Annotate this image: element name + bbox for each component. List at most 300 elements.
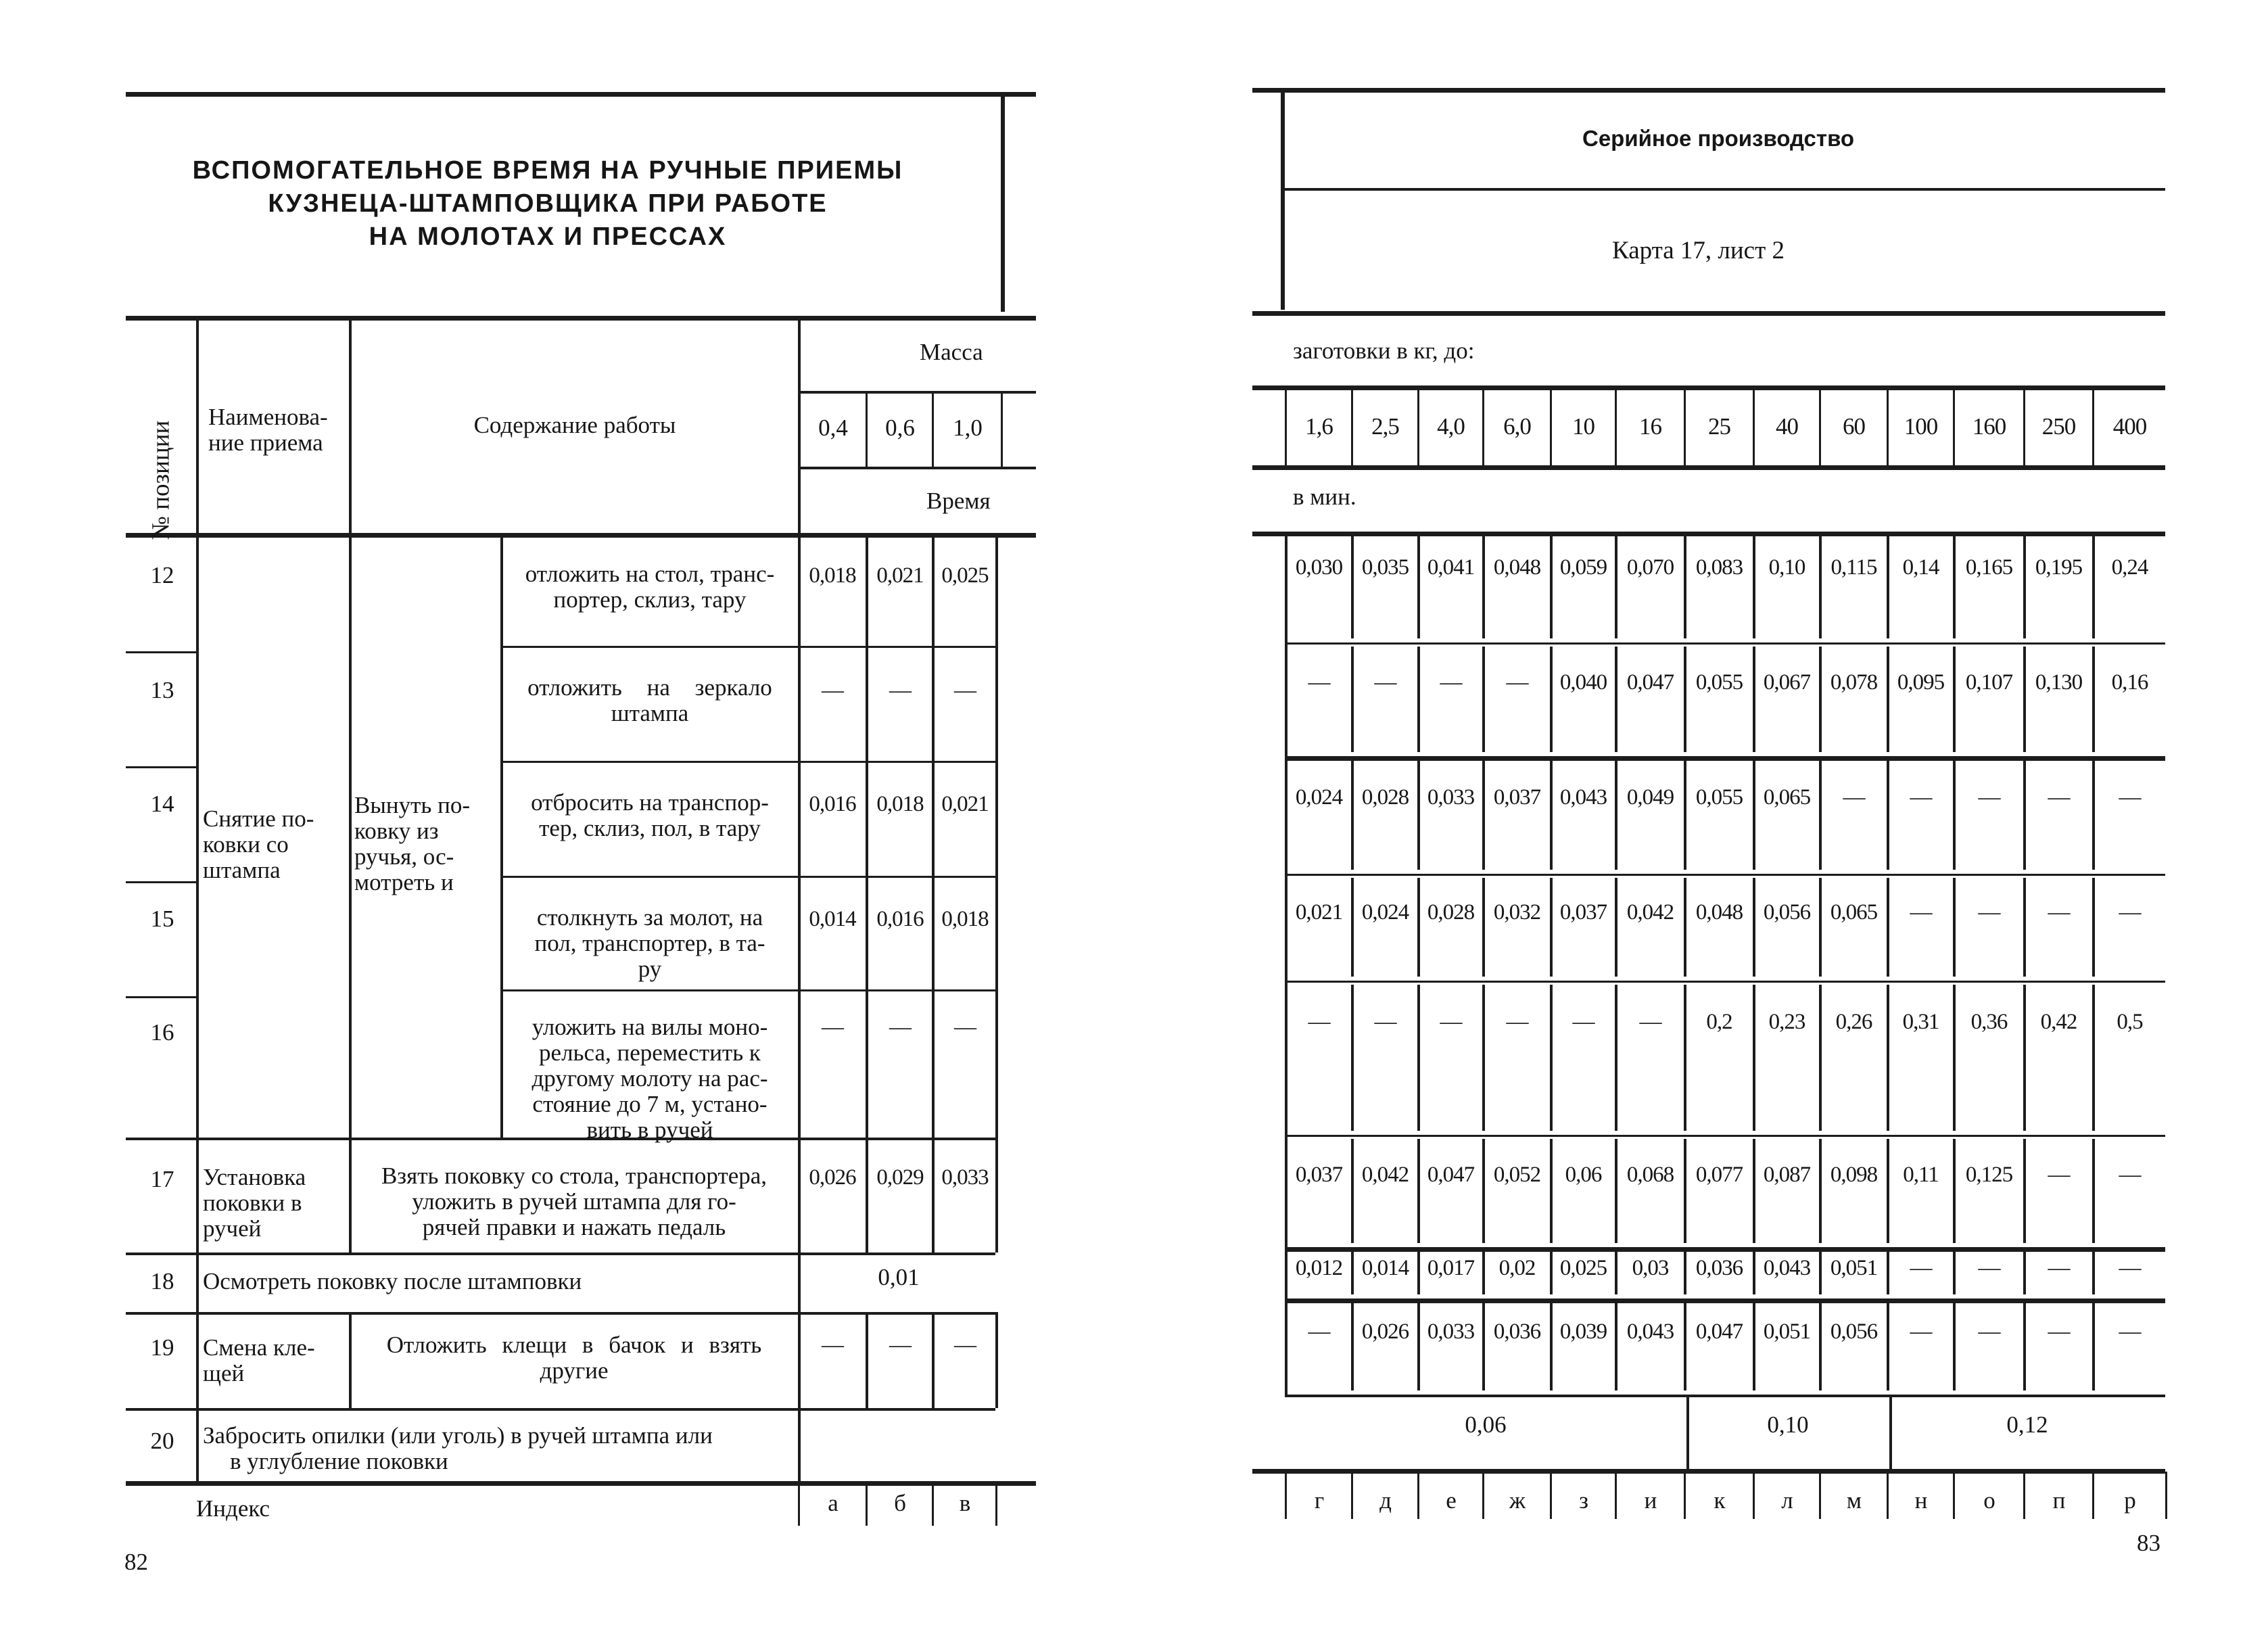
- mass-value: 2,5: [1371, 413, 1399, 440]
- time-value: —: [1506, 670, 1528, 695]
- index-letter: з: [1579, 1487, 1588, 1514]
- mass-value: 400: [2112, 413, 2147, 440]
- group-name-line: штампа: [203, 857, 281, 883]
- time-value: —: [954, 1015, 976, 1039]
- rule: [2092, 1303, 2095, 1390]
- rule: [126, 651, 196, 653]
- time-value: 0,107: [1965, 670, 2013, 695]
- time-value: 0,040: [1559, 670, 1607, 695]
- rule: [1482, 647, 1485, 752]
- time-value: —: [1440, 670, 1462, 695]
- time-value: 0,014: [1361, 1256, 1409, 1280]
- rule: [1417, 647, 1420, 752]
- work-content: [352, 1163, 797, 1240]
- mass-value: 6,0: [1503, 413, 1531, 440]
- time-value: 0,048: [1695, 900, 1743, 925]
- rule: [2092, 647, 2095, 752]
- time-value: 0,021: [876, 563, 924, 588]
- rule: [1615, 760, 1617, 870]
- content-line: стояние до 7 м, устано-: [532, 1091, 767, 1117]
- rule: [1953, 878, 1956, 977]
- time-value: —: [2119, 785, 2141, 810]
- time-value: 0,037: [1295, 1163, 1343, 1187]
- rule: [1887, 878, 1889, 977]
- time-value: 0,018: [809, 563, 856, 588]
- time-value: 0,047: [1695, 1319, 1743, 1344]
- time-value: 0,070: [1626, 555, 1674, 580]
- rule: [1819, 536, 1822, 638]
- content-column-header: Содержание работы: [473, 412, 676, 438]
- time-value: 0,025: [941, 563, 989, 588]
- rule: [1252, 311, 2165, 316]
- time-value: 0,039: [1559, 1319, 1607, 1344]
- title-line: КУЗНЕЦА-ШТАМПОВЩИКА ПРИ РАБОТЕ: [268, 189, 828, 218]
- time-value: 0,025: [1559, 1256, 1607, 1280]
- group-action: [354, 793, 470, 895]
- index-letter: г: [1314, 1487, 1324, 1514]
- rule: [1887, 1303, 1889, 1390]
- content-line: столкнуть за молот, на: [536, 904, 763, 931]
- time-value: —: [2119, 900, 2141, 925]
- index-letter: п: [2052, 1487, 2065, 1514]
- time-value: 0,078: [1830, 670, 1878, 695]
- mass-header: Масса: [920, 339, 983, 365]
- time-value: —: [1910, 1256, 1932, 1280]
- time-value: 0,030: [1295, 555, 1343, 580]
- rule: [126, 533, 1036, 538]
- rule: [932, 1481, 934, 1526]
- time-value: —: [1910, 1319, 1932, 1344]
- rule: [2092, 1139, 2095, 1243]
- time-value: —: [1910, 900, 1932, 925]
- work-content: [503, 905, 797, 982]
- group-action-line: мотреть и: [354, 869, 454, 895]
- group-name: [203, 806, 314, 883]
- mass-value: 250: [2041, 413, 2076, 440]
- rule: [1615, 878, 1617, 977]
- row-number: 16: [150, 1019, 174, 1046]
- time-value: —: [954, 678, 976, 703]
- index-letter: к: [1714, 1487, 1725, 1514]
- rule: [1953, 760, 1956, 870]
- group-action-line: Вынуть по-: [354, 792, 470, 818]
- rule: [2092, 760, 2095, 870]
- time-value: 0,098: [1830, 1163, 1878, 1187]
- rule: [1417, 1303, 1420, 1390]
- rule: [126, 996, 196, 998]
- mass-suffix: заготовки в кг, до:: [1293, 337, 1475, 364]
- time-value: —: [2048, 1319, 2070, 1344]
- time-value: 0,125: [1965, 1163, 2013, 1187]
- rule: [1351, 878, 1354, 977]
- time-value: 0,36: [1970, 1010, 2008, 1034]
- header-line: ние приема: [208, 429, 323, 456]
- rule: [1753, 1303, 1755, 1390]
- time-value: —: [1308, 1010, 1330, 1034]
- time-value: 0,31: [1902, 1010, 1939, 1034]
- time-value: 0,032: [1493, 900, 1541, 925]
- time-value: —: [2048, 785, 2070, 810]
- time-value: 0,033: [941, 1165, 989, 1190]
- rule: [1953, 647, 1956, 752]
- name-line: Смена кле-: [203, 1334, 315, 1361]
- mass-value: 0,4: [818, 415, 848, 441]
- rule: [1615, 536, 1617, 638]
- time-value: 0,055: [1695, 785, 1743, 810]
- rule: [1819, 985, 1822, 1131]
- time-value: —: [1639, 1010, 1661, 1034]
- name-line: Установка: [203, 1164, 306, 1190]
- rule: [1252, 532, 2165, 536]
- row-20-value: 0,12: [2006, 1411, 2048, 1438]
- time-value: 0,016: [876, 907, 924, 931]
- mass-value: 160: [1972, 413, 2006, 440]
- index-letter: м: [1846, 1487, 1862, 1514]
- rule: [1281, 188, 2165, 191]
- rule: [1482, 1139, 1485, 1243]
- rule: [126, 1253, 995, 1255]
- row-20-value: 0,06: [1465, 1411, 1507, 1438]
- time-value: 0,26: [1835, 1010, 1872, 1034]
- row-number: 17: [150, 1166, 174, 1192]
- time-value: 0,5: [2117, 1010, 2143, 1034]
- rule: [2092, 536, 2095, 638]
- content-line: портер, склиз, тару: [553, 586, 747, 613]
- row-number: 14: [150, 791, 174, 817]
- content-line: другие: [540, 1357, 609, 1384]
- work-content: [503, 675, 797, 726]
- time-value: 0,065: [1763, 785, 1811, 810]
- time-value: 0,042: [1361, 1163, 1409, 1187]
- row-18-value: 0,01: [878, 1264, 920, 1290]
- rule: [866, 1312, 868, 1408]
- rule: [932, 1312, 935, 1408]
- rule: [2023, 985, 2026, 1131]
- work-content: [503, 1014, 797, 1143]
- time-value: 0,087: [1763, 1163, 1811, 1187]
- time-value: 0,048: [1493, 555, 1541, 580]
- time-value: 0,035: [1361, 555, 1409, 580]
- rule: [1615, 985, 1617, 1131]
- mass-value: 0,6: [885, 415, 915, 441]
- rule: [126, 766, 196, 768]
- index-letter: а: [828, 1490, 838, 1516]
- rule: [995, 533, 998, 1253]
- rule: [1285, 981, 2165, 983]
- rule: [1550, 878, 1553, 977]
- time-value: 0,11: [1903, 1163, 1939, 1187]
- time-value: 0,012: [1295, 1256, 1343, 1280]
- rule: [126, 1408, 995, 1411]
- index-letter: о: [1983, 1487, 1995, 1514]
- rule: [1684, 985, 1686, 1131]
- group-action-line: ковку из: [354, 818, 439, 844]
- mass-value: 10: [1572, 413, 1594, 440]
- rule: [1550, 1139, 1553, 1243]
- time-value: 0,16: [2111, 670, 2148, 695]
- time-header: Время: [926, 488, 991, 514]
- time-value: 0,065: [1830, 900, 1878, 925]
- rule: [1819, 760, 1822, 870]
- time-value: —: [1506, 1010, 1528, 1034]
- rule: [1684, 536, 1686, 638]
- rule: [126, 1481, 1036, 1486]
- rule: [1550, 647, 1553, 752]
- time-value: 0,2: [1706, 1010, 1732, 1034]
- mass-value: 4,0: [1437, 413, 1465, 440]
- rule: [1281, 88, 1285, 310]
- rule: [1417, 1139, 1420, 1243]
- row-number: 12: [150, 562, 174, 588]
- group-name-line: ковки со: [203, 831, 289, 858]
- time-value: 0,043: [1559, 785, 1607, 810]
- rule: [1753, 1139, 1755, 1243]
- row-17-name: [203, 1165, 306, 1242]
- content-line: ру: [638, 956, 662, 982]
- content-line: рельса, переместить к: [539, 1039, 761, 1066]
- time-value: 0,036: [1493, 1319, 1541, 1344]
- rule: [2092, 985, 2095, 1131]
- row-20-content: [203, 1423, 713, 1474]
- time-value: —: [2119, 1319, 2141, 1344]
- time-value: 0,095: [1897, 670, 1945, 695]
- time-value: 0,037: [1559, 900, 1607, 925]
- time-value: —: [1374, 670, 1396, 695]
- time-value: 0,047: [1626, 670, 1674, 695]
- rule: [1953, 985, 1956, 1131]
- work-content: [503, 561, 797, 613]
- time-value: 0,024: [1295, 785, 1343, 810]
- rule: [1887, 1139, 1889, 1243]
- time-value: 0,10: [1768, 555, 1805, 580]
- time-value: —: [1978, 1319, 2000, 1344]
- rule: [1753, 878, 1755, 977]
- rule: [1252, 385, 2165, 390]
- rule: [196, 316, 199, 1481]
- rule: [1550, 536, 1553, 638]
- rule: [1285, 642, 2165, 645]
- work-content: [503, 790, 797, 841]
- rule: [1001, 92, 1005, 312]
- time-value: —: [1374, 1010, 1396, 1034]
- time-value: 0,056: [1763, 900, 1811, 925]
- mass-value: 40: [1776, 413, 1798, 440]
- rule: [866, 1481, 868, 1526]
- title-line: НА МОЛОТАХ И ПРЕССАХ: [369, 223, 727, 251]
- time-value: 0,037: [1493, 785, 1541, 810]
- rule: [1482, 878, 1485, 977]
- content-line: другому молоту на рас-: [531, 1065, 768, 1092]
- time-value: 0,14: [1902, 555, 1939, 580]
- content-line: уложить в ручей штампа для го-: [412, 1188, 736, 1215]
- index-label: Индекс: [196, 1495, 270, 1522]
- rule: [1351, 536, 1354, 638]
- work-content: [352, 1332, 797, 1384]
- mass-value: 16: [1639, 413, 1661, 440]
- rule: [2023, 647, 2026, 752]
- rule: [1753, 536, 1755, 638]
- rule: [798, 1481, 800, 1526]
- rule: [1550, 985, 1553, 1131]
- rule: [1684, 760, 1686, 870]
- time-value: 0,028: [1361, 785, 1409, 810]
- index-letter: б: [894, 1490, 906, 1516]
- rule: [1615, 647, 1617, 752]
- content-line: отбросить на транспор-: [531, 789, 769, 816]
- time-value: 0,049: [1626, 785, 1674, 810]
- content-line: отложить на зеркало: [527, 674, 772, 701]
- time-value: —: [889, 678, 911, 703]
- index-letter: н: [1914, 1487, 1927, 1514]
- rule: [126, 316, 1036, 321]
- time-value: 0,03: [1632, 1256, 1669, 1280]
- time-value: 0,130: [2035, 670, 2083, 695]
- rule: [1753, 760, 1755, 870]
- rule: [2023, 1139, 2026, 1243]
- rule: [1252, 465, 2165, 470]
- rule: [1753, 985, 1755, 1131]
- title-line: ВСПОМОГАТЕЛЬНОЕ ВРЕМЯ НА РУЧНЫЕ ПРИЕМЫ: [192, 156, 903, 185]
- rule: [1819, 1303, 1822, 1390]
- rule: [1285, 1395, 2165, 1397]
- rule: [1887, 760, 1889, 870]
- rule: [1887, 985, 1889, 1131]
- header-title: Серийное производство: [1582, 126, 1855, 151]
- rule: [1887, 647, 1889, 752]
- time-value: 0,043: [1763, 1256, 1811, 1280]
- index-letter: р: [2124, 1487, 2135, 1514]
- rule: [349, 316, 352, 1138]
- rule: [2092, 878, 2095, 977]
- time-value: —: [1910, 785, 1932, 810]
- index-letter: е: [1446, 1487, 1456, 1514]
- rule: [1417, 985, 1420, 1131]
- time-value: 0,047: [1427, 1163, 1475, 1187]
- time-value: 0,051: [1830, 1256, 1878, 1280]
- page-number: 82: [124, 1549, 148, 1575]
- row-number: 15: [150, 906, 174, 932]
- time-value: 0,068: [1626, 1163, 1674, 1187]
- row-number: 19: [150, 1334, 174, 1361]
- rule: [932, 391, 934, 467]
- rule: [1887, 536, 1889, 638]
- content-line: рячей правки и нажать педаль: [422, 1214, 726, 1240]
- time-value: 0,026: [809, 1165, 856, 1190]
- page-title: [135, 154, 960, 254]
- time-value: —: [822, 1015, 843, 1039]
- name-column-header: [208, 404, 328, 456]
- time-value: 0,059: [1559, 555, 1607, 580]
- index-letter: л: [1781, 1487, 1793, 1514]
- content-line: отложить на стол, транс-: [525, 561, 775, 587]
- time-value: —: [2119, 1256, 2141, 1280]
- rule: [1684, 1303, 1686, 1390]
- rule: [1252, 1469, 2165, 1474]
- rule: [1550, 1303, 1553, 1390]
- time-value: —: [889, 1015, 911, 1039]
- content-line: Взять поковку со стола, транспортера,: [381, 1163, 767, 1189]
- time-value: —: [1978, 785, 2000, 810]
- content-line: вить в ручей: [586, 1117, 713, 1143]
- time-value: —: [1978, 900, 2000, 925]
- rule: [500, 761, 995, 763]
- rule: [1001, 391, 1003, 467]
- mass-value: 60: [1843, 413, 1865, 440]
- rule: [1351, 1139, 1354, 1243]
- time-value: —: [1843, 785, 1865, 810]
- index-letter: в: [959, 1490, 971, 1516]
- rule: [2023, 760, 2026, 870]
- rule: [1417, 760, 1420, 870]
- rule: [1615, 1139, 1617, 1243]
- rule: [1417, 878, 1420, 977]
- content-line: в углубление поковки: [230, 1448, 448, 1474]
- content-line: тер, склиз, пол, в тару: [539, 815, 761, 841]
- time-value: —: [2048, 900, 2070, 925]
- rule: [866, 533, 868, 1253]
- time-value: 0,041: [1427, 555, 1475, 580]
- row-number: 20: [150, 1428, 174, 1454]
- time-value: 0,017: [1427, 1256, 1475, 1280]
- rule: [995, 1312, 998, 1408]
- time-value: 0,165: [1965, 555, 2013, 580]
- rule: [1550, 760, 1553, 870]
- rule: [1819, 1139, 1822, 1243]
- card-label: Карта 17, лист 2: [1612, 237, 1785, 264]
- rule: [1351, 647, 1354, 752]
- time-value: 0,033: [1427, 785, 1475, 810]
- rule: [1351, 760, 1354, 870]
- rule: [1252, 88, 2165, 93]
- time-value: —: [822, 678, 843, 703]
- time-value: 0,42: [2040, 1010, 2077, 1034]
- rule: [1684, 647, 1686, 752]
- rule: [2165, 1472, 2167, 1519]
- rule: [798, 316, 801, 1481]
- time-value: 0,077: [1695, 1163, 1743, 1187]
- time-value: 0,06: [1565, 1163, 1602, 1187]
- index-letter: д: [1379, 1487, 1391, 1514]
- time-value: 0,018: [876, 792, 924, 816]
- time-value: —: [1308, 670, 1330, 695]
- rule: [126, 881, 196, 883]
- rule: [1953, 1139, 1956, 1243]
- rule: [1615, 1303, 1617, 1390]
- rule: [500, 876, 995, 878]
- content-line: Забросить опилки (или уголь) в ручей штампа или: [203, 1422, 713, 1449]
- content-line: Отложить клещи в бачок и взять: [386, 1332, 762, 1358]
- rule: [2023, 536, 2026, 638]
- rule: [1351, 1303, 1354, 1390]
- time-value: —: [1308, 1319, 1330, 1344]
- row-20-value: 0,10: [1767, 1411, 1809, 1438]
- time-value: 0,056: [1830, 1319, 1878, 1344]
- time-value: —: [2119, 1163, 2141, 1187]
- time-value: 0,024: [1361, 900, 1409, 925]
- rule: [500, 989, 995, 991]
- rule: [1684, 1139, 1686, 1243]
- position-column-header: № позиции: [147, 420, 175, 540]
- row-19-name: [203, 1335, 315, 1386]
- rule: [1482, 760, 1485, 870]
- rule: [1417, 536, 1420, 638]
- page-number: 83: [2137, 1530, 2160, 1556]
- rule: [1819, 647, 1822, 752]
- rule: [932, 533, 935, 1253]
- index-letter: ж: [1509, 1487, 1526, 1514]
- row-number: 13: [150, 677, 174, 703]
- rule: [1753, 647, 1755, 752]
